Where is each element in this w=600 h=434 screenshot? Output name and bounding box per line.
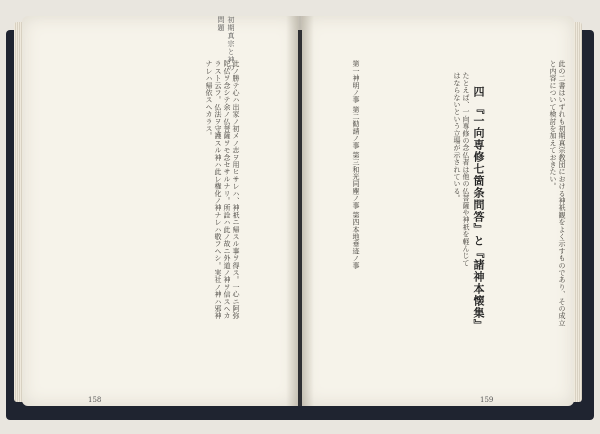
right-page-number: 159 bbox=[480, 396, 494, 404]
left-page-body-text: 此ノ勝テ心ハ出家ノ初メノ志ヲ用ヒサレハ、神祇ニ帰スル事ヲ得ス。一心ニ阿弥陀仏ヲ念シテ余ノ仏菩薩ヲモ念セサルナリ。所詮ハ此ノ故ニ外道ノ神ヲ信スヘカラスト云フ。仏法ヲ守護スル神ハ此レ権化ノ神ナレハ敬フヘシ。実社ノ神ハ邪神ナレハ帰依スヘカラス。 bbox=[205, 60, 240, 320]
left-page-number: 158 bbox=[88, 396, 102, 404]
right-page-body-text-lower: 第一神明ノ事 第二勧請ノ事 第三和光同塵ノ事 第四本地垂迹ノ事 bbox=[352, 60, 360, 269]
section-heading: 四 『一向専修七箇条問答』と『諸神本懐集』 bbox=[472, 86, 485, 331]
right-page-body-text-upper: たとえば、一向専修の念仏者は他の仏菩薩や神祇を軽んじてはならないという立場が示されている。 bbox=[453, 72, 470, 267]
right-page-body-text-right: 此の二書はいずれも初期真宗教団における神祇観をよく示すものであり、その成立と内容について検討を加えておきたい。 bbox=[549, 60, 566, 327]
running-head: 初期真宗と神の問題 bbox=[217, 16, 235, 72]
book-gutter bbox=[286, 16, 314, 406]
